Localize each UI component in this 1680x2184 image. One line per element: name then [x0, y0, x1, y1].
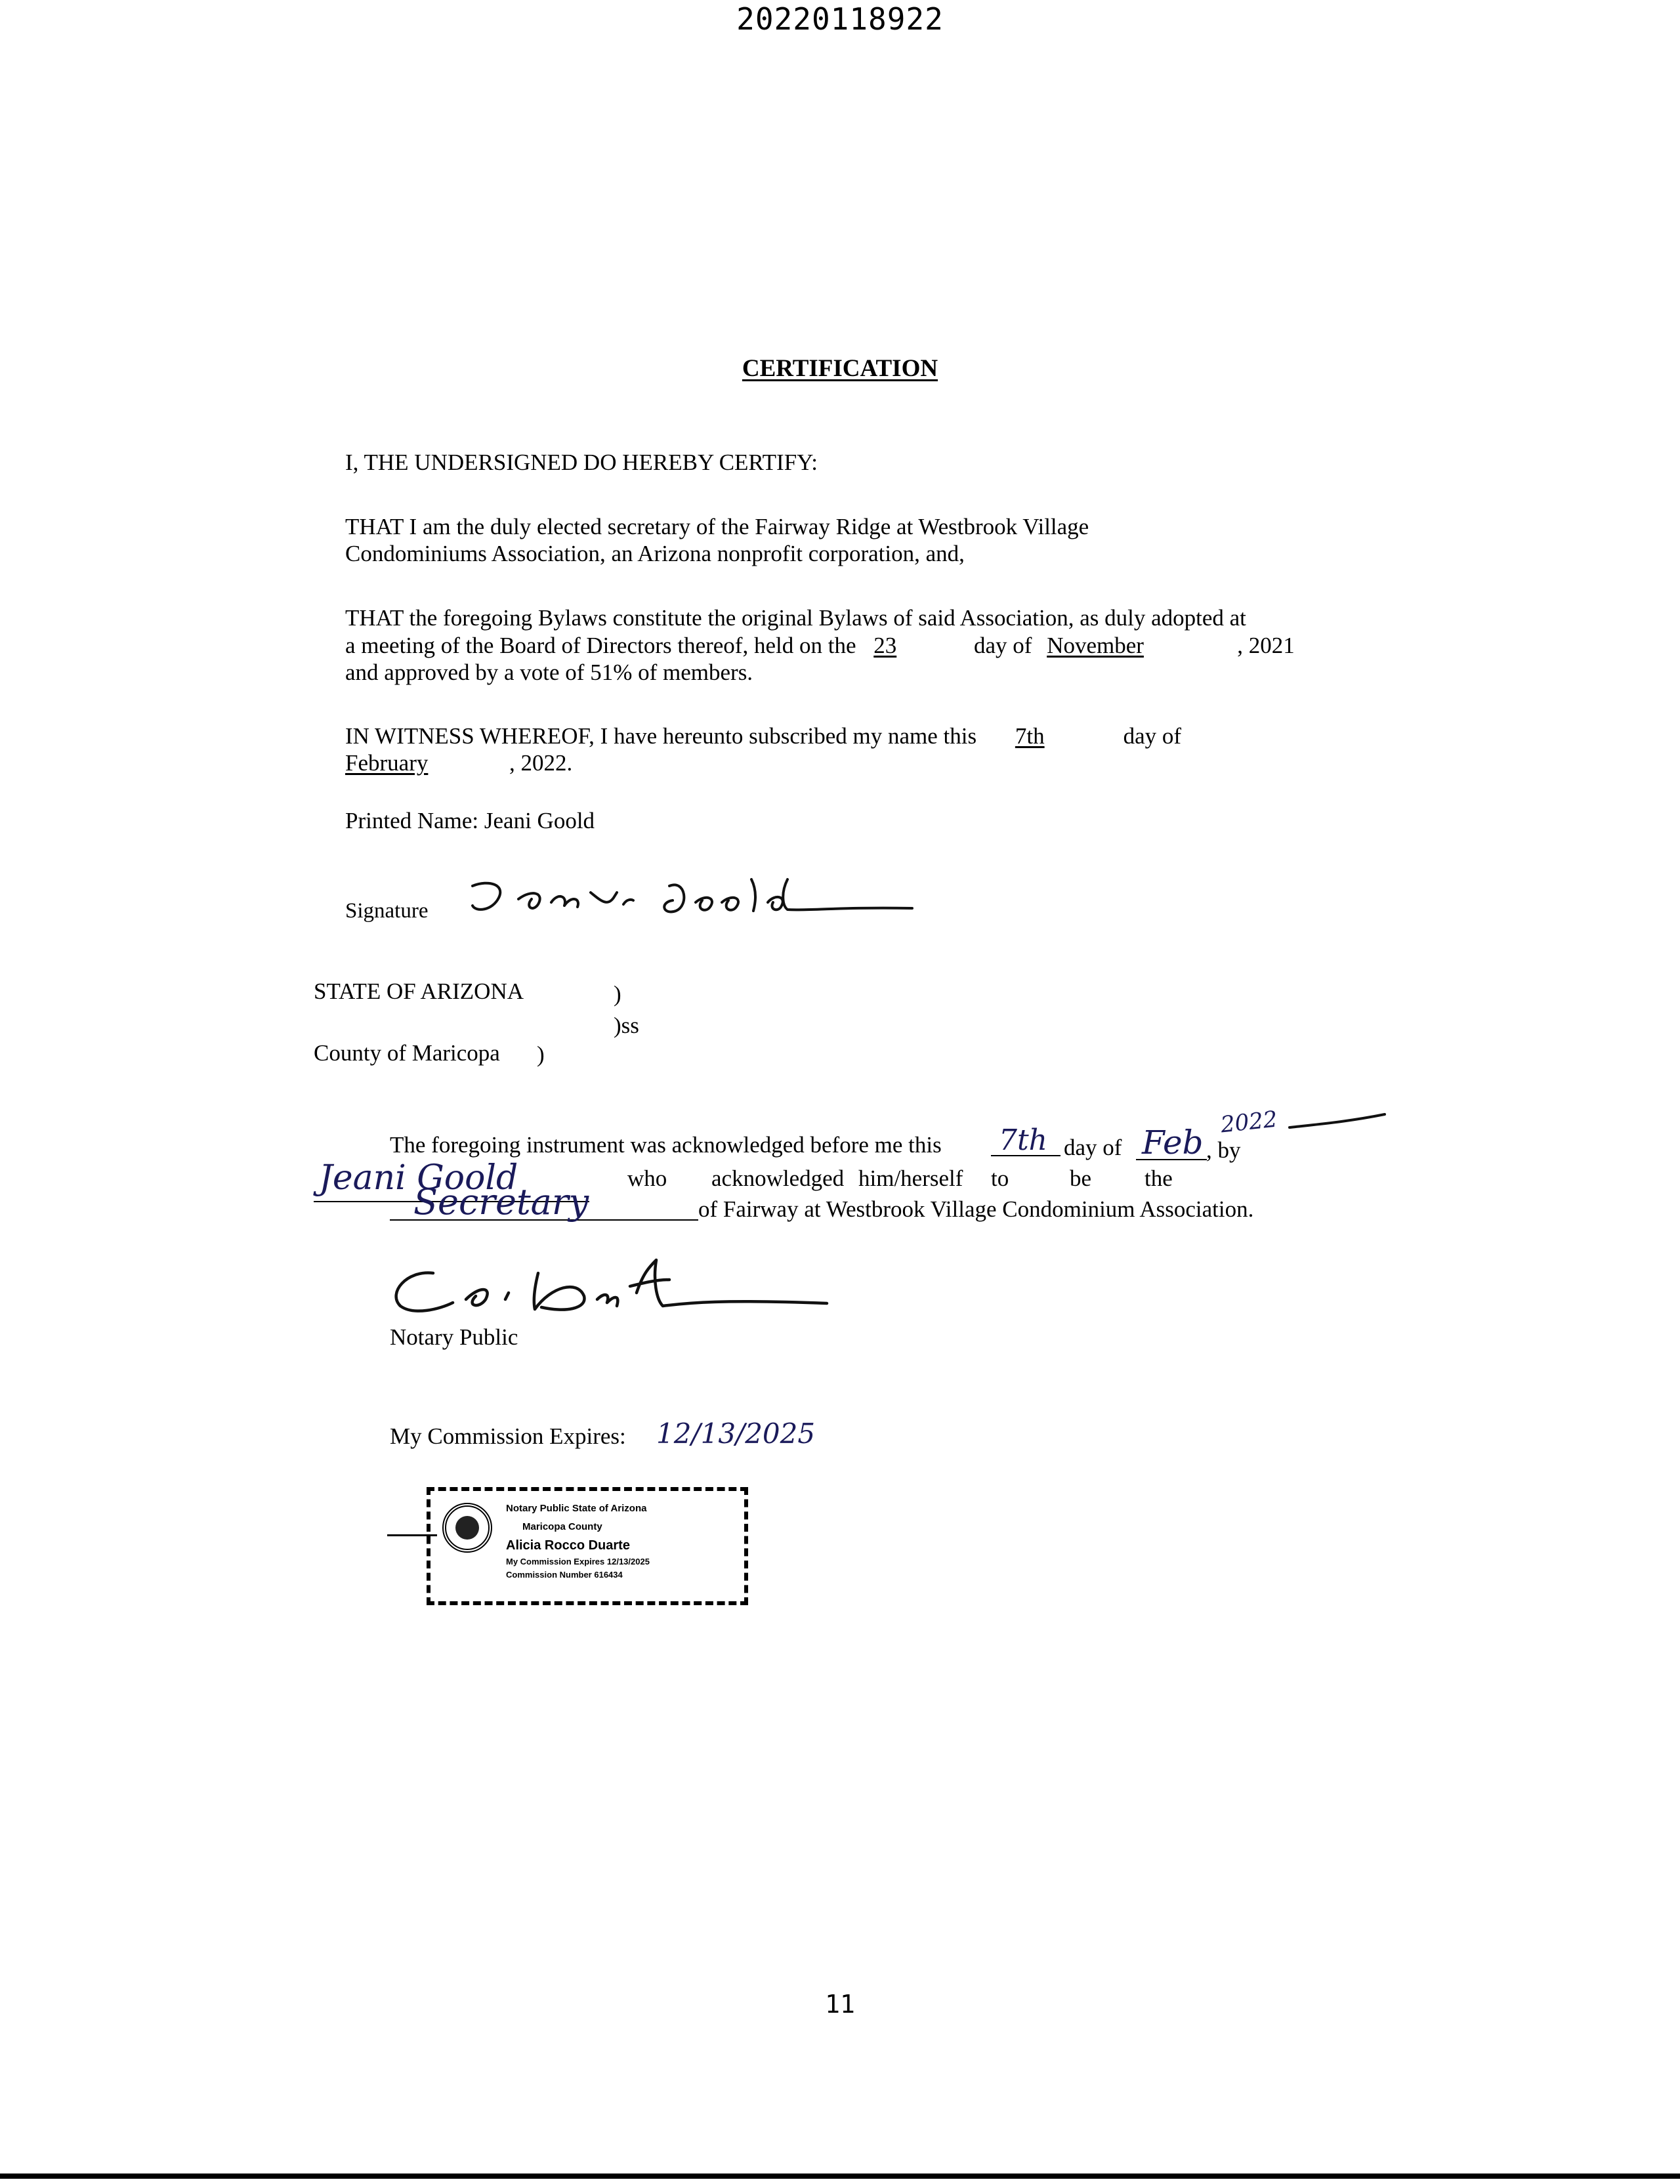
paragraph2-dayof: day of — [973, 633, 1032, 658]
stamp-line3: Alicia Rocco Duarte — [506, 1538, 630, 1553]
witness-text: IN WITNESS WHEREOF, I have hereunto subscribed my name this — [345, 723, 977, 749]
witness-line1 — [345, 724, 1181, 747]
stamp-line2: Maricopa County — [522, 1521, 602, 1532]
notary-stamp — [427, 1487, 748, 1605]
secretary-signature — [459, 866, 932, 932]
witness-year: , 2022. — [509, 750, 573, 776]
ack-year-hand: 2022 — [1219, 1106, 1279, 1139]
acknowledgment-line1-text: The foregoing instrument was acknowledged before me this — [390, 1132, 942, 1158]
meeting-month: November — [1047, 633, 1144, 658]
certify-intro: I, THE UNDERSIGNED DO HEREBY CERTIFY: — [345, 450, 818, 475]
ack-word-to: to — [991, 1166, 1009, 1191]
ack-title-hand: Secretary — [413, 1181, 589, 1223]
ack-by: , by — [1206, 1137, 1241, 1163]
witness-month: February — [345, 750, 429, 776]
printed-name: Printed Name: Jeani Goold — [345, 808, 595, 833]
paragraph1-line1: THAT I am the duly elected secretary of the Fairway Ridge at Westbrook Village — [345, 514, 1089, 539]
ack-year-flourish — [1286, 1109, 1391, 1135]
ack-word-who: who — [627, 1166, 667, 1191]
witness-day: 7th — [1015, 723, 1045, 749]
paragraph2-line1: THAT the foregoing Bylaws constitute the original Bylaws of said Association, as duly adopted at — [345, 605, 1246, 631]
venue-ss: )ss — [614, 1013, 639, 1038]
meeting-year: , 2021 — [1237, 633, 1295, 658]
ack-association: of Fairway at Westbrook Village Condominium Association. — [698, 1196, 1254, 1222]
paragraph2-line2-text: a meeting of the Board of Directors thereof, held on the — [345, 633, 856, 658]
stamp-strike-line — [387, 1534, 437, 1536]
ack-word-acknowledged: acknowledged — [711, 1166, 845, 1191]
seal-icon — [442, 1503, 492, 1553]
meeting-day: 23 — [873, 633, 897, 658]
paragraph2-line2 — [345, 634, 1295, 657]
ack-name-hand: Jeani Goold — [319, 1158, 518, 1198]
ack-month-hand: Feb — [1142, 1124, 1204, 1162]
paragraph1-line2: Condominiums Association, an Arizona nonprofit corporation, and, — [345, 541, 965, 566]
page-title: CERTIFICATION — [742, 355, 938, 382]
ack-word-be: be — [1070, 1166, 1092, 1191]
seal-center-icon — [455, 1516, 479, 1540]
ack-dayof: day of — [1064, 1135, 1122, 1160]
witness-dayof: day of — [1123, 723, 1182, 749]
ack-day-hand: 7th — [999, 1124, 1048, 1157]
bottom-rule — [0, 2174, 1680, 2179]
notary-signature — [381, 1247, 840, 1326]
venue-state: STATE OF ARIZONA — [314, 978, 524, 1004]
ack-word-the: the — [1144, 1166, 1173, 1191]
stamp-line1: Notary Public State of Arizona — [506, 1503, 647, 1514]
stamp-line5: Commission Number 616434 — [506, 1570, 623, 1580]
signature-label: Signature — [345, 899, 429, 923]
witness-line2 — [345, 751, 572, 774]
paragraph2-line3: and approved by a vote of 51% of members. — [345, 660, 753, 685]
document-number: 20220118922 — [736, 1, 944, 37]
stamp-line4: My Commission Expires 12/13/2025 — [506, 1557, 650, 1566]
page-number: 11 — [825, 1990, 855, 2019]
commission-label: My Commission Expires: — [390, 1423, 626, 1449]
commission-date-hand: 12/13/2025 — [656, 1418, 816, 1450]
venue-county: County of Maricopa — [314, 1040, 500, 1066]
notary-label: Notary Public — [390, 1324, 518, 1350]
ack-word-himherself: him/herself — [858, 1166, 963, 1191]
venue-paren-bottom: ) — [537, 1041, 545, 1067]
venue-paren-top: ) — [614, 981, 621, 1007]
